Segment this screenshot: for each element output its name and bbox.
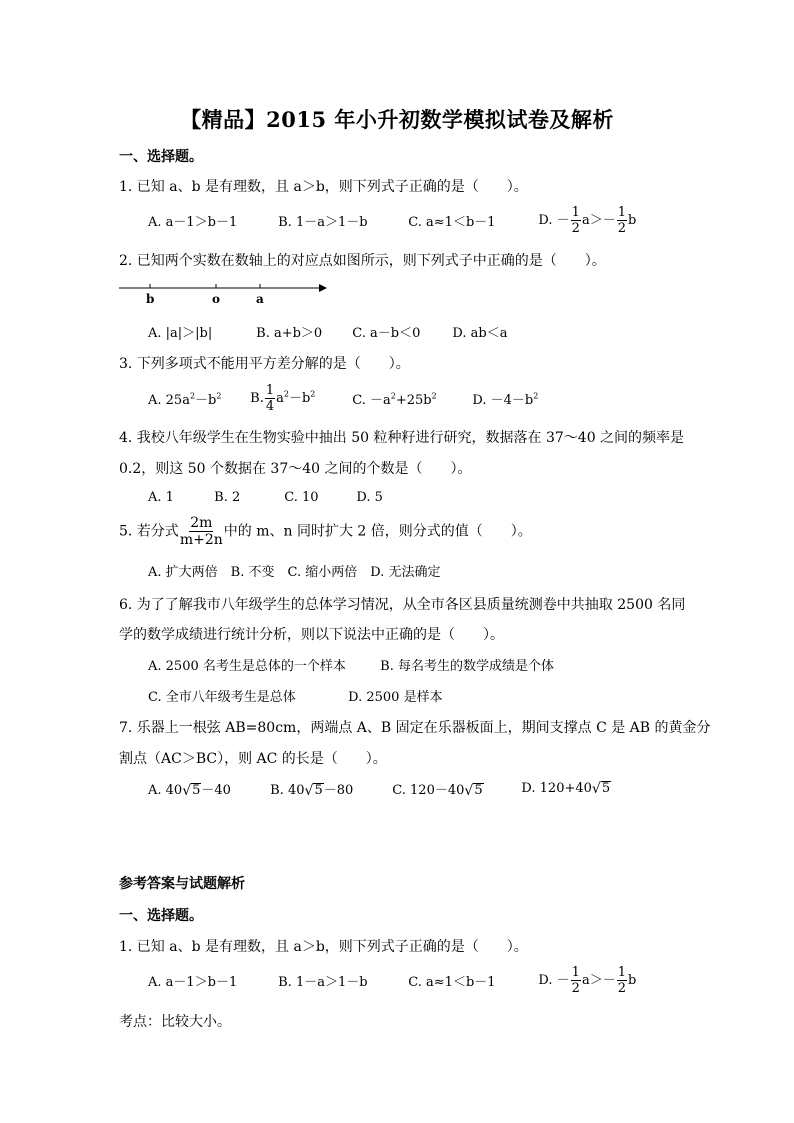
sqrt-symbol: √ 5 — [304, 782, 323, 800]
q3-option-d: D. $-4-b^2$ — [472, 391, 539, 408]
fraction: $\frac{1}{4}$ — [265, 383, 275, 414]
q6-option-d: D. 2500 是样本 — [348, 690, 443, 705]
question-2-stem: 2. 已知两个实数在数轴上的对应点如图所示，则下列式子中正确的是（ ）。 — [119, 253, 606, 269]
number-line-figure — [119, 280, 329, 310]
q7-option-b: B. 40 √ 5 －80 — [270, 782, 354, 800]
q1-option-a: A. a－1＞b－1 — [148, 215, 238, 230]
a1-option-d: D. － $\frac{1}{2}$ a＞－ $\frac{1}{2}$ b — [538, 965, 637, 996]
fraction: $\frac{1}{2}$ — [617, 965, 626, 996]
question-3-options — [148, 384, 538, 413]
question-7-stem-line2: 割点（AC＞BC），则 AC 的长是（ ）。 — [119, 751, 387, 767]
q3-option-c: C. $-a^2+25b^2$ — [352, 391, 437, 408]
q2-option-a: A. |a|＞|b| — [148, 326, 213, 341]
question-6-stem-line2: 学的数学成绩进行统计分析，则以下说法中正确的是（ ）。 — [119, 627, 504, 643]
fraction: $\frac{1}{2}$ — [617, 205, 626, 236]
fraction: $\frac{1}{2}$ — [571, 205, 580, 236]
question-3-stem: 3. 下列多项式不能用平方差分解的是（ ）。 — [119, 356, 410, 372]
fraction: $\frac{2m}{m+2n}$ — [179, 515, 223, 548]
question-4-stem-line2: 0.2，则这 50 个数据在 37～40 之间的个数是（ ）。 — [119, 461, 472, 477]
kaodian-line: 考点：比较大小。 — [119, 1014, 231, 1030]
fraction: $\frac{1}{2}$ — [571, 965, 580, 996]
q6-option-b: B. 每名考生的数学成绩是个体 — [380, 659, 554, 674]
q3-option-a: A. $25a^2-b^2$ — [148, 391, 222, 408]
question-7-options — [148, 779, 611, 798]
number-line-label-o: o — [212, 292, 221, 306]
a1-option-b: B. 1－a＞1－b — [278, 975, 368, 990]
q4-option-a: A. 1 — [148, 490, 174, 505]
question-4-options — [148, 490, 383, 505]
question-5-options: A. 扩大两倍 B. 不变 C. 缩小两倍 D. 无法确定 — [148, 565, 441, 580]
question-6-options-row1 — [148, 655, 554, 674]
q7-option-c: C. 120－40 √ 5 — [392, 782, 483, 800]
a1-option-c: C. a≈1＜b－1 — [408, 975, 496, 990]
question-5-stem: 5. 若分式 $\frac{2m}{m+2n}$ 中的 m、n 同时扩大 2 倍，则分式的值（ ）。 — [119, 515, 532, 548]
question-7-stem-line1: 7. 乐器上一根弦 AB=80cm，两端点 A、B 固定在乐器板面上，期间支撑点 C 是 AB 的黄金分 — [119, 720, 711, 736]
q2-option-c: C. a－b＜0 — [352, 326, 421, 341]
sqrt-symbol: √ 5 — [591, 780, 611, 798]
q1-option-c: C. a≈1＜b－1 — [408, 215, 496, 230]
q6-option-c: C. 全市八年级考生是总体 — [148, 690, 296, 705]
answer-1-stem: 1. 已知 a、b 是有理数，且 a＞b，则下列式子正确的是（ ）。 — [119, 939, 528, 955]
q4-option-d: D. 5 — [356, 490, 383, 505]
question-2-options — [148, 322, 507, 341]
q4-option-b: B. 2 — [214, 490, 241, 505]
a1-option-a: A. a－1＞b－1 — [148, 975, 238, 990]
question-1-options — [148, 206, 636, 235]
section-heading: 一、选择题。 — [119, 149, 203, 165]
q4-option-c: C. 10 — [284, 490, 319, 505]
q7-option-d: D. 120+40 √ 5 — [521, 780, 611, 798]
question-1-stem: 1. 已知 a、b 是有理数，且 a＞b，则下列式子正确的是（ ）。 — [119, 179, 528, 195]
q1-option-d: D. － $\frac{1}{2}$ a＞－ $\frac{1}{2}$ b — [538, 205, 637, 236]
page-title: 【精品】2015 年小升初数学模拟试卷及解析 — [180, 107, 614, 132]
q7-option-a: A. 40 √ 5 －40 — [148, 782, 231, 800]
answer-1-options — [148, 966, 636, 995]
number-line-label-b: b — [146, 292, 155, 306]
question-6-options-row2 — [148, 686, 443, 705]
number-line-label-a: a — [256, 292, 264, 306]
q3-option-b: B. $\frac{1}{4}$ $a^2-b^2$ — [250, 383, 316, 414]
sqrt-symbol: √ 5 — [464, 782, 483, 800]
q1-option-b: B. 1－a＞1－b — [278, 215, 368, 230]
answers-heading: 参考答案与试题解析 — [119, 876, 245, 892]
q2-option-b: B. a+b＞0 — [256, 326, 323, 341]
q6-option-a: A. 2500 名考生是总体的一个样本 — [148, 659, 346, 674]
sqrt-symbol: √ 5 — [182, 782, 201, 800]
question-6-stem-line1: 6. 为了了解我市八年级学生的总体学习情况，从全市各区县质量统测卷中共抽取 2500 名同 — [119, 597, 686, 613]
answers-section-heading: 一、选择题。 — [119, 908, 203, 924]
q2-option-d: D. ab＜a — [452, 326, 508, 341]
question-4-stem-line1: 4. 我校八年级学生在生物实验中抽出 50 粒种籽进行研究，数据落在 37～40 之间的频率是 — [119, 430, 685, 446]
